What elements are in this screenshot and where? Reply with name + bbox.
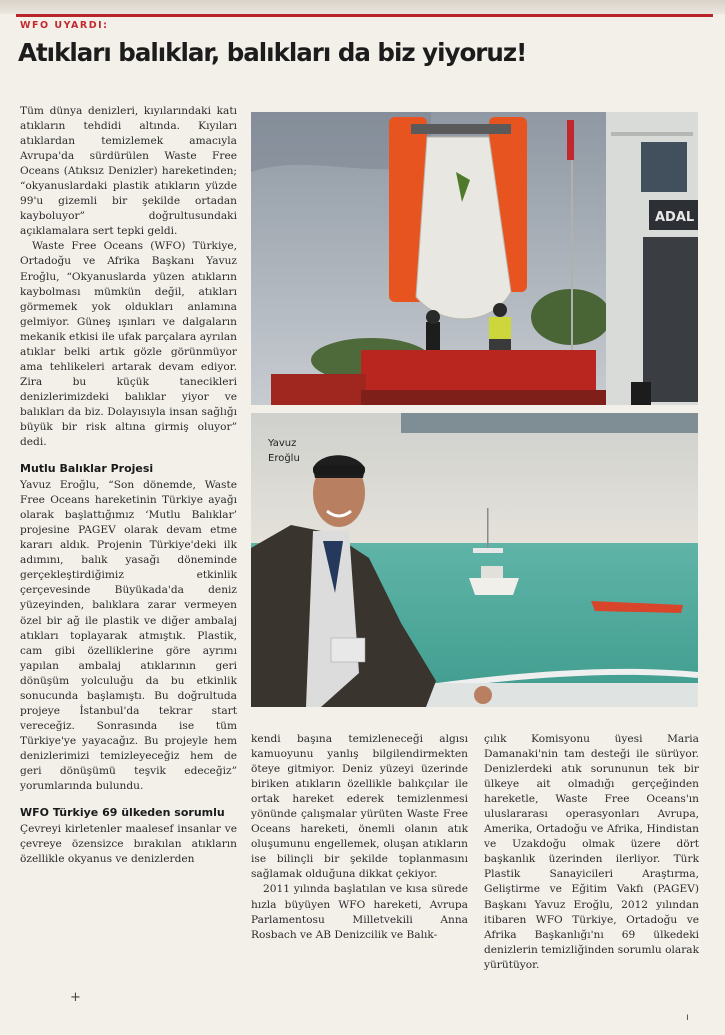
section-heading: Mutlu Balıklar Projesi — [20, 462, 154, 476]
paragraph: Tüm dünya denizleri, kıyılarındaki katı atıkların tehdidi altında. Kıyıları atıklardan temizlemek amacıyla Avrupa'da sürdürülen Waste Free Oceans (Atıksız Denizler) hareketinden; “okyanuslardaki plastik atıkların yüzde 99'u gizemli bir şekilde ortadan kayboluyor” doğrultusundaki açıklamalara sert tepki geldi. — [20, 105, 237, 238]
page-top-band — [0, 0, 725, 14]
paragraph: Çevreyi kirletenler maalesef insanlar ve çevreye özensizce bırakılan atıkların özellikle okyanus ve denizlerden — [20, 823, 237, 866]
registration-mark: + — [70, 990, 81, 1005]
caption-line-2: Eroğlu — [268, 453, 300, 464]
paragraph: Waste Free Oceans (WFO) Türkiye, Ortadoğu ve Afrika Başkanı Yavuz Eroğlu, “Okyanuslarda yüzen atıkların kaybolması mümkün değil, atıkları görmemek yok oldukları anlamına gelmiyor. Güneş ışınları ve dalgaların mekanik etkisi ile ufak parçalara ayrılan atıklar belki artık gözle görünmüyor ama tehlikeleri artarak devam ediyor. Zira bu küçük tanecikleri denizlerimizdeki balıklar yiyor ve balıkları da biz. Dolayısıyla insan sağlığı büyük bir risk altına girmiş oluyor” dedi. — [20, 240, 237, 449]
headline: Atıkları balıklar, balıkları da biz yiyoruz! — [18, 38, 527, 67]
photo-net-lift — [251, 112, 698, 405]
photo-caption — [268, 436, 328, 466]
kicker: WFO UYARDI: — [20, 20, 109, 31]
caption-line-1: Yavuz — [268, 438, 297, 449]
article-column-3 — [484, 732, 699, 973]
shop-sign: ADAL — [655, 210, 695, 225]
paragraph: kendi başına temizleneceği algısı kamuoyunu yanlış bilgilendirmekten öteye gitmiyor. Deniz yüzeyi üzerinde biriken atıkların özellikle balıkçılar ile ortak hareket ederek temizlenmesi yönünde çalışmalar yürüten Waste Free Oceans hareketi, önemli olanın atık oluşumunu engellemek, oluşan atıkların ise bilinçli bir şekilde toplanmasını sağlamak olduğuna dikkat çekiyor. — [251, 733, 468, 881]
header-rule — [16, 14, 713, 17]
paragraph: çılık Komisyonu üyesi Maria Damanaki'nin tam desteği ile sürüyor. Denizlerdeki atık sorununun tek bir ülkeye ait olmadığı gerçeğinden hareketle, Waste Free Oceans'ın uluslararası operasyonları Avrupa, Amerika, Ortadoğu ve Afrika, Hindistan ve Uzakdoğu olmak üzere dört başkanlık üzerinden ilerliyor. Türk Plastik Sanayicileri Araştırma, Geliştirme ve Eğitim Vakfı (PAGEV) Başkanı Yavuz Eroğlu, 2012 yılından itibaren WFO Türkiye, Ortadoğu ve Afrika Başkanlığı'nı 69 ülkedeki denizlerin temizliğinden sorumlu olarak yürütüyor. — [484, 733, 699, 971]
paragraph: Yavuz Eroğlu, “Son dönemde, Waste Free Oceans hareketinin Türkiye ayağı olarak başlattığımız ‘Mutlu Balıklar’ projesine PAGEV olarak devam etme kararı aldık. Projenin Türkiye'deki ilk adımını, balık yasağı döneminde gerçekleştirdiğimiz etkinlik çerçevesinde Büyükada'da deniz yüzeyinden, balıklara zarar vermeyen özel bir ağ ile plastik ve diğer ambalaj atıkları toplayarak atmıştık. Plastik, cam gibi özelliklerine göre ayrımı yapılan ambalaj atıklarının geri dönüşüm yolculuğu da bu etkinlik sonucunda başlamıştı. Bu doğrultuda projeye İstanbul'da tekrar start vereceğiz. Sonrasında ise tüm Türkiye'ye yayacağız. Bu projeyle hem denizlerimizi temizleyeceğiz hem de geri dönüşümü teşvik edeceğiz” yorumlarında bulundu. — [20, 479, 237, 793]
photo-net-lift-illustration — [251, 112, 698, 405]
section-heading: WFO Türkiye 69 ülkeden sorumlu — [20, 806, 225, 820]
paragraph: 2011 yılında başlatılan ve kısa sürede hızla büyüyen WFO hareketi, Avrupa Parlamentosu Milletvekili Anna Rosbach ve AB Denizcilik ve Balık- — [251, 883, 468, 941]
article-column-1 — [20, 104, 237, 867]
registration-mark-2: ı — [686, 1012, 689, 1023]
article-column-2 — [251, 732, 468, 943]
